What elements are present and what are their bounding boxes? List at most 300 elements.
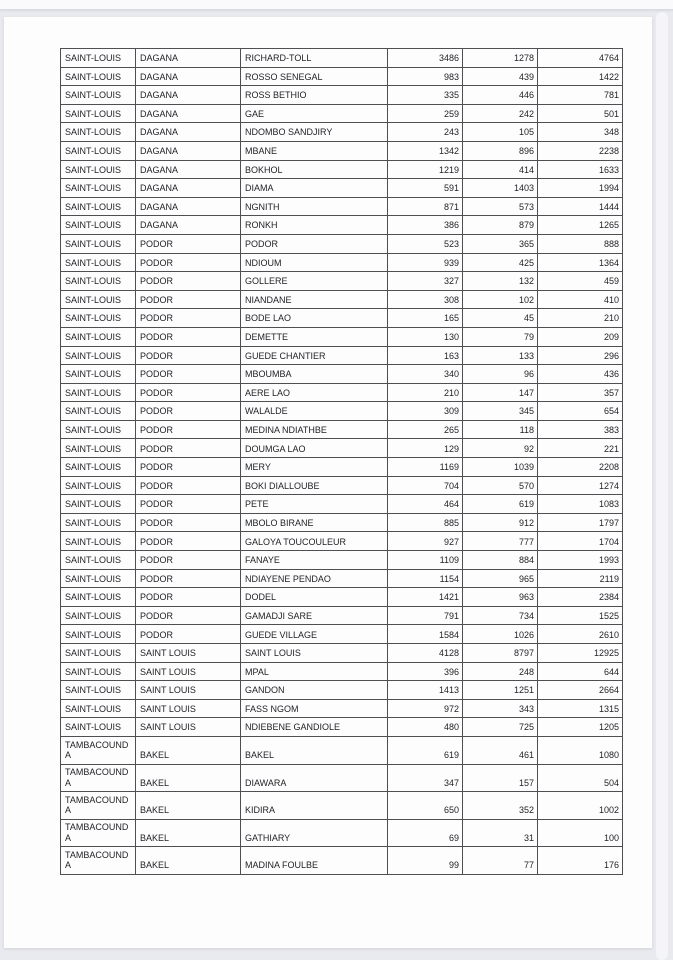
region-label: SAINT-LOUIS: [65, 108, 122, 119]
cell-value-a: 619: [388, 736, 463, 764]
cell-department: DAGANA: [136, 104, 241, 123]
cell-region: [61, 458, 136, 477]
table-row: [61, 327, 623, 346]
cell-commune: NDIAYENE PENDAO: [241, 569, 388, 588]
table-row: [61, 764, 623, 792]
cell-commune: BAKEL: [241, 736, 388, 764]
table-row: [61, 718, 623, 737]
cell-value-b: 79: [463, 327, 538, 346]
cell-region: [61, 86, 136, 105]
cell-total: 1422: [538, 67, 623, 86]
cell-value-a: 523: [388, 234, 463, 253]
region-label: SAINT-LOUIS: [65, 592, 122, 603]
cell-department: PODOR: [136, 513, 241, 532]
table-row: [61, 402, 623, 421]
cell-value-b: 147: [463, 383, 538, 402]
cell-value-a: 163: [388, 346, 463, 365]
cell-department: BAKEL: [136, 847, 241, 875]
cell-department: PODOR: [136, 439, 241, 458]
cell-region: [61, 253, 136, 272]
cell-value-a: 704: [388, 476, 463, 495]
cell-commune: GUEDE VILLAGE: [241, 625, 388, 644]
region-label: TAMBACOUNDA: [65, 849, 129, 871]
table-row: [61, 551, 623, 570]
cell-department: PODOR: [136, 234, 241, 253]
cell-value-b: 132: [463, 272, 538, 291]
cell-total: 644: [538, 662, 623, 681]
cell-total: 781: [538, 86, 623, 105]
previous-page-bottom-edge: [0, 0, 673, 10]
table-row: [61, 847, 623, 875]
cell-total: 501: [538, 104, 623, 123]
cell-value-b: 619: [463, 495, 538, 514]
cell-value-b: 31: [463, 819, 538, 847]
table-row: [61, 290, 623, 309]
cell-value-b: 157: [463, 764, 538, 792]
cell-value-a: 335: [388, 86, 463, 105]
cell-commune: DIAMA: [241, 179, 388, 198]
table-row: [61, 532, 623, 551]
cell-department: PODOR: [136, 588, 241, 607]
cell-region: [61, 819, 136, 847]
cell-value-a: 927: [388, 532, 463, 551]
cell-commune: AERE LAO: [241, 383, 388, 402]
cell-region: [61, 588, 136, 607]
cell-commune: MBOLO BIRANE: [241, 513, 388, 532]
region-label: SAINT-LOUIS: [65, 648, 122, 659]
cell-commune: KIDIRA: [241, 792, 388, 820]
cell-department: PODOR: [136, 476, 241, 495]
cell-value-b: 446: [463, 86, 538, 105]
cell-department: DAGANA: [136, 197, 241, 216]
cell-department: PODOR: [136, 551, 241, 570]
scrollbar[interactable]: [656, 12, 668, 960]
cell-commune: MBANE: [241, 141, 388, 160]
cell-region: [61, 402, 136, 421]
region-label: SAINT-LOUIS: [65, 53, 122, 64]
cell-value-b: 1278: [463, 49, 538, 68]
cell-total: 1704: [538, 532, 623, 551]
cell-region: [61, 160, 136, 179]
cell-value-a: 885: [388, 513, 463, 532]
cell-total: 2238: [538, 141, 623, 160]
region-label: SAINT-LOUIS: [65, 71, 122, 82]
cell-commune: GUEDE CHANTIER: [241, 346, 388, 365]
region-label: TAMBACOUNDA: [65, 739, 129, 761]
cell-value-a: 1413: [388, 681, 463, 700]
cell-department: PODOR: [136, 383, 241, 402]
region-label: SAINT-LOUIS: [65, 90, 122, 101]
table-row: [61, 476, 623, 495]
cell-department: PODOR: [136, 309, 241, 328]
cell-value-a: 386: [388, 216, 463, 235]
region-label: SAINT-LOUIS: [65, 685, 122, 696]
cell-department: DAGANA: [136, 160, 241, 179]
cell-value-a: 99: [388, 847, 463, 875]
cell-region: [61, 792, 136, 820]
cell-department: BAKEL: [136, 736, 241, 764]
table-row: [61, 606, 623, 625]
region-label: SAINT-LOUIS: [65, 164, 122, 175]
cell-total: 2610: [538, 625, 623, 644]
cell-department: DAGANA: [136, 123, 241, 142]
cell-value-b: 118: [463, 420, 538, 439]
cell-region: [61, 718, 136, 737]
cell-region: [61, 513, 136, 532]
cell-value-b: 1039: [463, 458, 538, 477]
table-row: [61, 792, 623, 820]
cell-total: 1633: [538, 160, 623, 179]
cell-commune: GATHIARY: [241, 819, 388, 847]
cell-total: 1205: [538, 718, 623, 737]
region-label: SAINT-LOUIS: [65, 406, 122, 417]
cell-value-a: 4128: [388, 644, 463, 663]
table-body: [61, 49, 623, 875]
cell-value-a: 69: [388, 819, 463, 847]
cell-region: [61, 179, 136, 198]
cell-commune: RONKH: [241, 216, 388, 235]
region-label: TAMBACOUNDA: [65, 822, 129, 843]
table-row: [61, 309, 623, 328]
cell-value-a: 1342: [388, 141, 463, 160]
region-label: SAINT-LOUIS: [65, 722, 122, 733]
table-row: [61, 736, 623, 764]
cell-value-b: 912: [463, 513, 538, 532]
region-label: SAINT-LOUIS: [65, 424, 122, 435]
cell-department: DAGANA: [136, 86, 241, 105]
table-row: [61, 67, 623, 86]
cell-value-b: 1403: [463, 179, 538, 198]
cell-department: PODOR: [136, 365, 241, 384]
cell-department: PODOR: [136, 532, 241, 551]
cell-total: 383: [538, 420, 623, 439]
cell-commune: NIANDANE: [241, 290, 388, 309]
cell-value-a: 1219: [388, 160, 463, 179]
region-commune-table: [60, 48, 623, 875]
cell-value-a: 347: [388, 764, 463, 792]
table-row: [61, 439, 623, 458]
table-row: [61, 420, 623, 439]
cell-department: PODOR: [136, 420, 241, 439]
cell-region: [61, 123, 136, 142]
region-label: SAINT-LOUIS: [65, 499, 122, 510]
region-label: SAINT-LOUIS: [65, 666, 122, 677]
cell-commune: FASS NGOM: [241, 699, 388, 718]
region-label: SAINT-LOUIS: [65, 276, 122, 287]
cell-department: DAGANA: [136, 49, 241, 68]
cell-value-a: 259: [388, 104, 463, 123]
cell-total: 296: [538, 346, 623, 365]
table-row: [61, 160, 623, 179]
cell-commune: SAINT LOUIS: [241, 644, 388, 663]
cell-region: [61, 662, 136, 681]
cell-value-a: 210: [388, 383, 463, 402]
cell-value-b: 573: [463, 197, 538, 216]
cell-total: 2664: [538, 681, 623, 700]
cell-region: [61, 681, 136, 700]
table-row: [61, 197, 623, 216]
cell-total: 357: [538, 383, 623, 402]
cell-region: [61, 606, 136, 625]
cell-region: [61, 532, 136, 551]
region-label: SAINT-LOUIS: [65, 703, 122, 714]
table-row: [61, 458, 623, 477]
cell-commune: DEMETTE: [241, 327, 388, 346]
cell-value-a: 1584: [388, 625, 463, 644]
cell-commune: MEDINA NDIATHBE: [241, 420, 388, 439]
cell-value-a: 1169: [388, 458, 463, 477]
cell-commune: GOLLERE: [241, 272, 388, 291]
cell-commune: NDOMBO SANDJIRY: [241, 123, 388, 142]
cell-value-b: 105: [463, 123, 538, 142]
table-row: [61, 588, 623, 607]
cell-total: 348: [538, 123, 623, 142]
table-row: [61, 681, 623, 700]
cell-region: [61, 699, 136, 718]
region-label: SAINT-LOUIS: [65, 257, 122, 268]
cell-value-b: 8797: [463, 644, 538, 663]
region-label: SAINT-LOUIS: [65, 462, 122, 473]
table-row: [61, 699, 623, 718]
cell-value-b: 343: [463, 699, 538, 718]
cell-region: [61, 49, 136, 68]
cell-value-a: 650: [388, 792, 463, 820]
cell-commune: BOKHOL: [241, 160, 388, 179]
table-row: [61, 346, 623, 365]
cell-region: [61, 346, 136, 365]
table-row: [61, 216, 623, 235]
cell-value-b: 725: [463, 718, 538, 737]
cell-region: [61, 736, 136, 764]
table-row: [61, 662, 623, 681]
cell-commune: DIAWARA: [241, 764, 388, 792]
table-row: [61, 513, 623, 532]
table-row: [61, 625, 623, 644]
cell-department: PODOR: [136, 272, 241, 291]
table-row: [61, 86, 623, 105]
region-label: SAINT-LOUIS: [65, 239, 122, 250]
cell-value-b: 96: [463, 365, 538, 384]
document-page: [4, 17, 652, 948]
cell-value-b: 133: [463, 346, 538, 365]
cell-region: [61, 365, 136, 384]
cell-department: BAKEL: [136, 764, 241, 792]
cell-department: SAINT LOUIS: [136, 699, 241, 718]
cell-commune: MPAL: [241, 662, 388, 681]
cell-total: 1002: [538, 792, 623, 820]
cell-value-a: 165: [388, 309, 463, 328]
cell-total: 2208: [538, 458, 623, 477]
table-row: [61, 253, 623, 272]
table-row: [61, 569, 623, 588]
cell-commune: FANAYE: [241, 551, 388, 570]
cell-region: [61, 309, 136, 328]
cell-region: [61, 216, 136, 235]
cell-commune: NGNITH: [241, 197, 388, 216]
region-label: SAINT-LOUIS: [65, 480, 122, 491]
cell-value-b: 248: [463, 662, 538, 681]
cell-department: BAKEL: [136, 792, 241, 820]
cell-total: 459: [538, 272, 623, 291]
cell-total: 210: [538, 309, 623, 328]
cell-department: DAGANA: [136, 179, 241, 198]
cell-total: 1797: [538, 513, 623, 532]
cell-value-a: 309: [388, 402, 463, 421]
table-row: [61, 234, 623, 253]
cell-region: [61, 569, 136, 588]
cell-total: 221: [538, 439, 623, 458]
cell-value-a: 265: [388, 420, 463, 439]
cell-value-b: 345: [463, 402, 538, 421]
cell-region: [61, 764, 136, 792]
cell-department: SAINT LOUIS: [136, 662, 241, 681]
cell-value-a: 327: [388, 272, 463, 291]
cell-commune: ROSS BETHIO: [241, 86, 388, 105]
cell-value-b: 1026: [463, 625, 538, 644]
cell-department: PODOR: [136, 346, 241, 365]
cell-department: DAGANA: [136, 67, 241, 86]
region-label: SAINT-LOUIS: [65, 443, 122, 454]
region-label: SAINT-LOUIS: [65, 536, 122, 547]
cell-commune: BOKI DIALLOUBE: [241, 476, 388, 495]
cell-value-a: 1154: [388, 569, 463, 588]
cell-total: 1364: [538, 253, 623, 272]
cell-region: [61, 439, 136, 458]
region-label: SAINT-LOUIS: [65, 629, 122, 640]
cell-value-a: 972: [388, 699, 463, 718]
cell-region: [61, 420, 136, 439]
cell-total: 654: [538, 402, 623, 421]
cell-total: 436: [538, 365, 623, 384]
cell-region: [61, 476, 136, 495]
cell-value-b: 414: [463, 160, 538, 179]
cell-value-b: 352: [463, 792, 538, 820]
region-label: TAMBACOUNDA: [65, 794, 129, 816]
cell-total: 176: [538, 847, 623, 875]
region-label: SAINT-LOUIS: [65, 146, 122, 157]
cell-value-a: 130: [388, 327, 463, 346]
region-label: SAINT-LOUIS: [65, 555, 122, 566]
cell-region: [61, 383, 136, 402]
cell-value-a: 308: [388, 290, 463, 309]
table-row: [61, 272, 623, 291]
cell-value-b: 77: [463, 847, 538, 875]
table-row: [61, 644, 623, 663]
cell-total: 1994: [538, 179, 623, 198]
cell-value-b: 965: [463, 569, 538, 588]
region-label: SAINT-LOUIS: [65, 127, 122, 138]
region-label: SAINT-LOUIS: [65, 183, 122, 194]
cell-total: 410: [538, 290, 623, 309]
cell-commune: WALALDE: [241, 402, 388, 421]
cell-value-b: 439: [463, 67, 538, 86]
cell-department: PODOR: [136, 606, 241, 625]
cell-region: [61, 625, 136, 644]
cell-region: [61, 290, 136, 309]
region-label: SAINT-LOUIS: [65, 201, 122, 212]
cell-value-b: 45: [463, 309, 538, 328]
cell-value-a: 129: [388, 439, 463, 458]
cell-commune: DODEL: [241, 588, 388, 607]
cell-region: [61, 197, 136, 216]
cell-region: [61, 327, 136, 346]
table-row: [61, 495, 623, 514]
cell-region: [61, 104, 136, 123]
cell-department: BAKEL: [136, 819, 241, 847]
cell-department: PODOR: [136, 253, 241, 272]
cell-commune: DOUMGA LAO: [241, 439, 388, 458]
cell-region: [61, 67, 136, 86]
cell-commune: PODOR: [241, 234, 388, 253]
cell-department: SAINT LOUIS: [136, 644, 241, 663]
cell-commune: GAMADJI SARE: [241, 606, 388, 625]
region-label: SAINT-LOUIS: [65, 387, 122, 398]
region-label: SAINT-LOUIS: [65, 220, 122, 231]
cell-commune: NDIEBENE GANDIOLE: [241, 718, 388, 737]
cell-department: SAINT LOUIS: [136, 681, 241, 700]
cell-value-a: 871: [388, 197, 463, 216]
cell-total: 1274: [538, 476, 623, 495]
cell-value-b: 879: [463, 216, 538, 235]
cell-value-b: 92: [463, 439, 538, 458]
cell-department: PODOR: [136, 327, 241, 346]
cell-region: [61, 272, 136, 291]
cell-commune: PETE: [241, 495, 388, 514]
cell-total: 1525: [538, 606, 623, 625]
table-row: [61, 49, 623, 68]
cell-total: 1444: [538, 197, 623, 216]
cell-value-b: 461: [463, 736, 538, 764]
cell-total: 1993: [538, 551, 623, 570]
cell-region: [61, 847, 136, 875]
cell-total: 1315: [538, 699, 623, 718]
cell-value-b: 963: [463, 588, 538, 607]
cell-value-a: 983: [388, 67, 463, 86]
region-label: SAINT-LOUIS: [65, 294, 122, 305]
cell-total: 1083: [538, 495, 623, 514]
cell-commune: GANDON: [241, 681, 388, 700]
cell-value-b: 365: [463, 234, 538, 253]
cell-region: [61, 551, 136, 570]
cell-commune: RICHARD-TOLL: [241, 49, 388, 68]
cell-department: DAGANA: [136, 141, 241, 160]
table-row: [61, 383, 623, 402]
cell-value-a: 3486: [388, 49, 463, 68]
cell-total: 100: [538, 819, 623, 847]
cell-total: 12925: [538, 644, 623, 663]
region-label: SAINT-LOUIS: [65, 573, 122, 584]
cell-value-b: 777: [463, 532, 538, 551]
cell-value-a: 243: [388, 123, 463, 142]
region-label: SAINT-LOUIS: [65, 610, 122, 621]
region-label: SAINT-LOUIS: [65, 313, 122, 324]
cell-commune: GALOYA TOUCOULEUR: [241, 532, 388, 551]
cell-value-a: 464: [388, 495, 463, 514]
table-row: [61, 365, 623, 384]
cell-department: PODOR: [136, 402, 241, 421]
region-label: SAINT-LOUIS: [65, 350, 122, 361]
cell-commune: MADINA FOULBE: [241, 847, 388, 875]
cell-commune: ROSSO SENEGAL: [241, 67, 388, 86]
cell-value-a: 1421: [388, 588, 463, 607]
cell-department: DAGANA: [136, 216, 241, 235]
cell-commune: GAE: [241, 104, 388, 123]
region-label: TAMBACOUNDA: [65, 767, 129, 788]
table-row: [61, 819, 623, 847]
region-label: SAINT-LOUIS: [65, 369, 122, 380]
cell-department: PODOR: [136, 569, 241, 588]
region-label: SAINT-LOUIS: [65, 517, 122, 528]
